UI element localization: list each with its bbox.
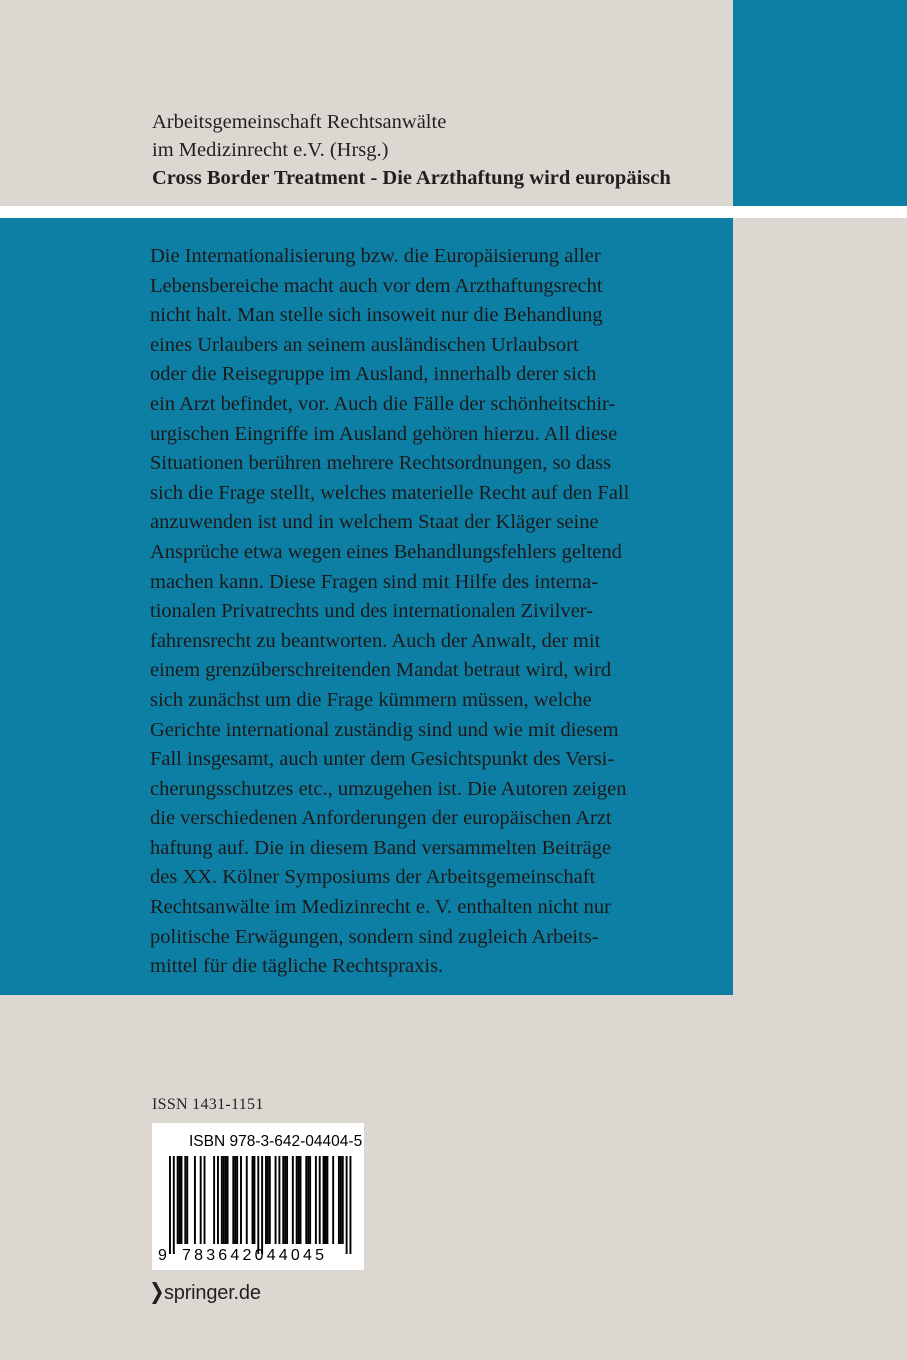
barcode-bar <box>342 1156 344 1244</box>
blurb-line: cherungsschutzes etc., umzugehen ist. Die Autoren zeigen <box>150 777 627 800</box>
barcode-bar <box>179 1156 181 1244</box>
barcode-bar <box>169 1156 171 1254</box>
barcode-bar <box>298 1156 300 1244</box>
blurb-line: Die Internationalisierung bzw. die Europäisierung aller <box>150 245 601 267</box>
barcode-bar <box>223 1156 225 1244</box>
book-title: Cross Border Treatment - Die Arzthaftung wird europäisch <box>152 167 671 189</box>
blurb-text <box>150 242 715 982</box>
blurb-line: oder die Reisegruppe im Ausland, innerhalb derer sich <box>150 363 597 386</box>
barcode-bar <box>269 1156 271 1244</box>
blurb-line: Fall insgesamt, auch unter dem Gesichtspunkt des Versi- <box>150 748 615 771</box>
barcode-bar <box>232 1156 234 1244</box>
blurb-line: machen kann. Diese Fragen sind mit Hilfe des interna- <box>150 570 599 593</box>
blurb-line: einem grenzüberschreitenden Mandat betraut wird, wird <box>150 659 612 682</box>
barcode-bar <box>194 1156 196 1244</box>
ean-first-digit: 9 <box>158 1247 167 1264</box>
blurb-line: Ansprüche etwa wegen eines Behandlungsfehlers geltend <box>150 540 622 563</box>
blurb-line: fahrensrecht zu beantworten. Auch der Anwalt, der mit <box>150 629 601 652</box>
barcode-bar <box>221 1156 223 1244</box>
blurb-line: politische Erwägungen, sondern sind zugleich Arbeits- <box>150 925 599 948</box>
barcode-bar <box>225 1156 227 1244</box>
editor-line-2: im Medizinrecht e.V. (Hrsg.) <box>152 139 389 161</box>
chevron-right-icon <box>152 1282 162 1304</box>
blurb-line: sich zunächst um die Frage kümmern müssen, welche <box>150 688 592 711</box>
blurb-line: Rechtsanwälte im Medizinrecht e. V. enthalten nicht nur <box>150 896 611 919</box>
barcode-bar <box>296 1156 298 1244</box>
blurb-line: urgischen Eingriffe im Ausland gehören hierzu. All diese <box>150 422 618 445</box>
blurb-line: tionalen Privatrechts und des internationalen Zivilver- <box>150 600 594 623</box>
barcode-bar <box>278 1156 280 1244</box>
barcode-bar <box>300 1156 302 1244</box>
accent-stripe <box>733 0 907 206</box>
blurb-line: anzuwenden ist und in welchem Staat der Kläger seine <box>150 511 599 534</box>
blurb-line: haftung auf. Die in diesem Band versammelten Beiträge <box>150 836 612 859</box>
barcode-bar <box>319 1156 321 1244</box>
barcode-bar <box>265 1156 267 1244</box>
barcode-bar <box>305 1156 307 1244</box>
blurb-line: sich die Frage stellt, welches materielle Recht auf den Fall <box>150 481 630 504</box>
barcode-bar <box>234 1156 236 1244</box>
barcode-bar <box>213 1156 215 1244</box>
barcode-bar <box>261 1156 263 1254</box>
barcode-bar <box>284 1156 286 1244</box>
barcode-bar <box>184 1156 186 1244</box>
ean-digits: 783642044045 <box>182 1247 328 1264</box>
barcode-bar <box>177 1156 179 1244</box>
blurb-line: Lebensbereiche macht auch vor dem Arzthaftungsrecht <box>150 274 603 297</box>
blurb-line: des XX. Kölner Symposiums der Arbeitsgemeinschaft <box>150 866 596 889</box>
barcode-bar <box>252 1156 254 1244</box>
barcode-bar <box>332 1156 334 1244</box>
barcode-bar <box>307 1156 309 1244</box>
publisher-url: springer.de <box>164 1281 261 1304</box>
barcode-bar <box>309 1156 311 1244</box>
barcode-bar <box>217 1156 219 1244</box>
barcode-bar <box>325 1156 327 1244</box>
issn-label: ISSN 1431-1151 <box>152 1096 264 1113</box>
isbn-label: ISBN 978-3-642-04404-5 <box>189 1133 363 1150</box>
barcode-bar <box>246 1156 248 1244</box>
barcode-bar <box>257 1156 259 1254</box>
barcode-bar <box>275 1156 277 1244</box>
barcode-bar <box>240 1156 242 1244</box>
barcode-bar <box>292 1156 294 1244</box>
blurb-line: mittel für die tägliche Rechtspraxis. <box>150 955 444 978</box>
book-header <box>152 108 732 192</box>
barcode-bar <box>338 1156 340 1244</box>
publisher-link[interactable] <box>152 1280 261 1306</box>
barcode-bar <box>340 1156 342 1244</box>
blurb-line: nicht halt. Man stelle sich insoweit nur die Behandlung <box>150 304 603 327</box>
barcode-bar <box>282 1156 284 1244</box>
white-band <box>0 206 907 218</box>
barcode-bar <box>267 1156 269 1244</box>
blurb-line: Gerichte international zuständig sind und wie mit diesem <box>150 718 619 741</box>
barcode-bar <box>326 1156 328 1244</box>
barcode-bar <box>236 1156 238 1244</box>
barcode-bar <box>315 1156 317 1244</box>
blurb-line: eines Urlaubers an seinem ausländischen Urlaubsort <box>150 333 579 356</box>
barcode-bar <box>186 1156 188 1244</box>
editor-line-1: Arbeitsgemeinschaft Rechtsanwälte <box>152 111 447 133</box>
barcode-bar <box>253 1156 255 1244</box>
barcode-bar <box>227 1156 229 1244</box>
barcode-bar <box>204 1156 206 1244</box>
barcode-bar <box>349 1156 351 1254</box>
barcode-bar <box>173 1156 175 1254</box>
barcode <box>152 1123 364 1270</box>
barcode-bar <box>181 1156 183 1244</box>
blurb-line: die verschiedenen Anforderungen der europäischen Arzt <box>150 807 612 830</box>
barcode-bar <box>286 1156 288 1244</box>
blurb-line: ein Arzt befindet, vor. Auch die Fälle der schönheitschir- <box>150 392 616 415</box>
barcode-bar <box>346 1156 348 1254</box>
barcode-bar <box>200 1156 202 1244</box>
blurb-line: Situationen berühren mehrere Rechtsordnungen, so dass <box>150 452 612 475</box>
barcode-bar <box>323 1156 325 1244</box>
